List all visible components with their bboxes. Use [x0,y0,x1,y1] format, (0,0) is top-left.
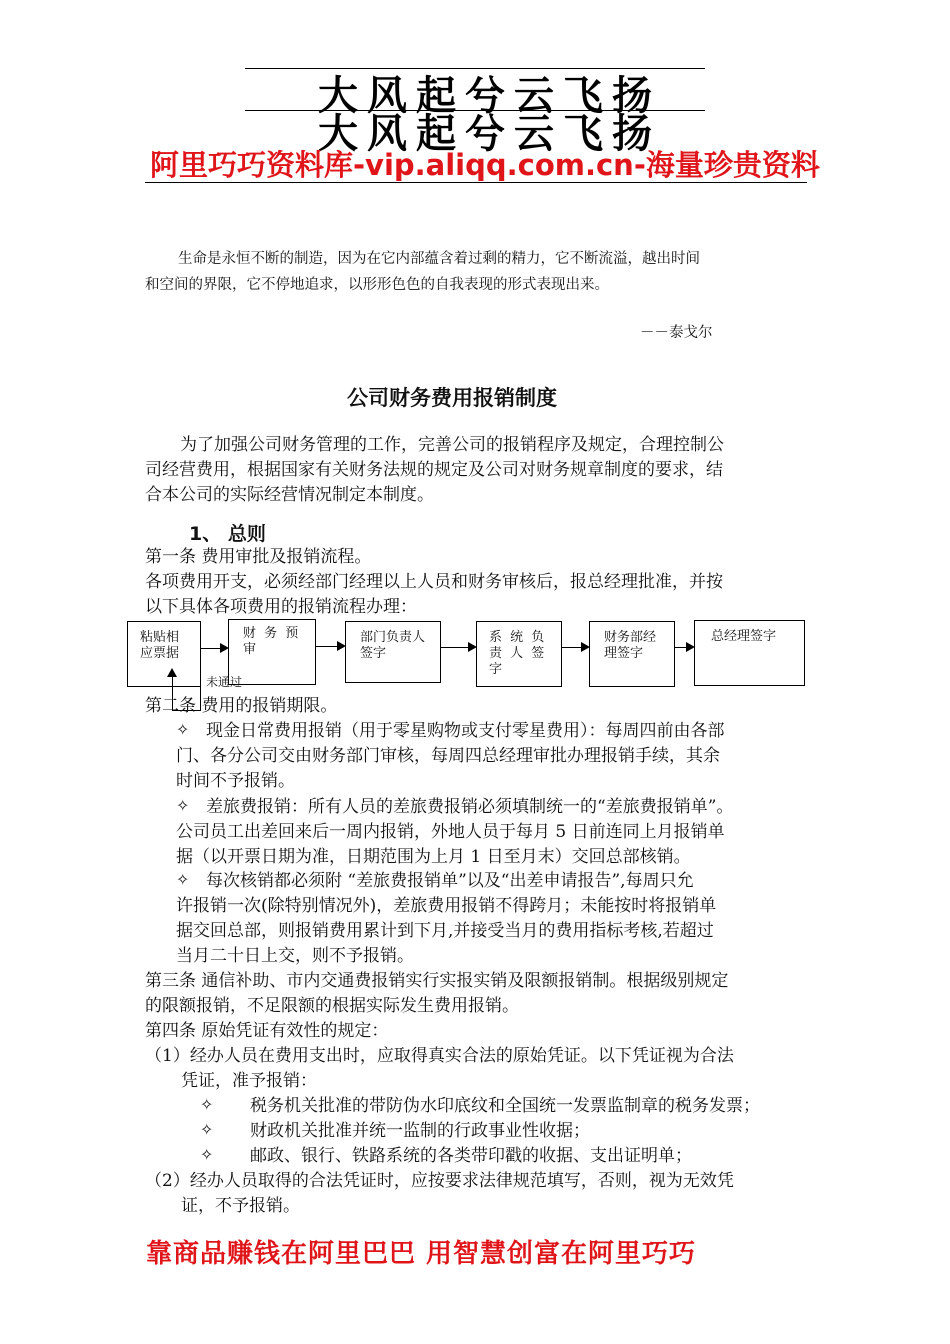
header-red-banner: 阿里巧巧资料库-vip.aliqq.com.cn-海量珍贵资料 [150,148,820,182]
flow-arrow-3 [441,647,475,648]
b3-line1: 每次核销都必须附 “差旅费报销单”以及“出差申请报告”,每周只允 [206,871,694,891]
a4-p1-line2: 凭证，准予报销： [181,1071,317,1091]
a4-p1-line1: （1）经办人员在费用支出时，应取得真实合法的原始凭证。以下凭证视为合法 [145,1046,734,1066]
bullet-icon: ✧ [176,720,190,739]
flow-box-dept-head-label: 部门负责人签字 [360,630,426,661]
flow-box-finance-manager [589,621,675,687]
a4-bullet3: 邮政、银行、铁路系统的各类带印戳的收据、支出证明单； [250,1146,692,1166]
article3-line2: 的限额报销，不足限额的根据实际发生费用报销。 [145,996,519,1016]
flow-box-paste-receipts [127,621,201,687]
flow-box-finance-manager-label: 财务部经理签字 [604,630,657,661]
bullet-icon: ✧ [200,1095,214,1114]
b3-line2: 许报销一次(除特别情况外)，差旅费用报销不得跨月；未能按时将报销单 [176,896,717,916]
header-rule-top [245,68,705,69]
article1-line1: 各项费用开支，必须经部门经理以上人员和财务审核后，报总经理批准，并按 [145,572,723,592]
intro-line3: 合本公司的实际经营情况制定本制度。 [145,485,434,505]
bullet-icon: ✧ [176,870,190,889]
b1-line2: 门、各分公司交由财务部门审核，每周四总经理审批办理报销手续，其余 [176,746,720,766]
flow-arrow-4 [562,647,588,648]
flow-box-paste-receipts-label: 粘贴相应票据 [140,630,180,661]
flow-box-system-head [476,621,562,687]
flow-reject-label: 未通过 [206,675,243,689]
bullet-icon: ✧ [200,1120,214,1139]
article1-title: 第一条 费用审批及报销流程。 [145,547,372,567]
quote-author: －－泰戈尔 [640,325,713,341]
article4-title: 第四条 原始凭证有效性的规定： [145,1021,389,1041]
b2-line1: 差旅费报销：所有人员的差旅费报销必须填制统一的“差旅费报销单”。 [206,797,734,817]
flow-arrow-5 [675,647,693,648]
document-title: 公司财务费用报销制度 [347,386,557,410]
a4-bullet1: 税务机关批准的带防伪水印底纹和全国统一发票监制章的税务发票； [250,1096,760,1116]
intro-line2: 司经营费用，根据国家有关财务法规的规定及公司对财务规章制度的要求，结 [145,460,723,480]
flow-arrow-1 [201,648,227,649]
b3-line4: 当月二十日上交，则不予报销。 [176,946,414,966]
article3-line1: 第三条 通信补助、市内交通费报销实行实报实销及限额报销制。根据级别规定 [145,971,729,991]
section1-heading: 1、 总则 [189,523,266,545]
b1-line3: 时间不予报销。 [176,771,295,791]
a4-bullet2: 财政机关批准并统一监制的行政事业性收据； [250,1121,590,1141]
flow-box-system-head-label: 系 统 负 责 人 签 字 [489,630,547,677]
quote-line2: 和空间的界限，它不停地追求，以形形色色的自我表现的形式表现出来。 [145,277,609,293]
b2-line2: 公司员工出差回来后一周内报销，外地人员于每月 5 日前连同上月报销单 [176,822,725,842]
header-calligraphy-line2: 大风起兮云飞扬 [318,110,661,157]
flow-box-finance-review-label: 财 务 预 审 [243,626,301,657]
flow-arrow-2 [316,646,344,647]
flow-box-general-manager [694,620,805,686]
header-rule-bottom [145,182,807,183]
flow-reject-arrowhead [167,668,177,677]
b2-line3: 据（以开票日期为准，日期范围为上月 1 日至月末）交回总部核销。 [176,847,691,867]
intro-line1: 为了加强公司财务管理的工作，完善公司的报销程序及规定，合理控制公 [180,435,724,455]
b1-line1: 现金日常费用报销（用于零星购物或支付零星费用）：每周四前由各部 [206,721,725,741]
flow-box-general-manager-label: 总经理签字 [711,629,777,644]
header-calligraphy-line1: 大风起兮云飞扬 [318,72,661,119]
article1-line2: 以下具体各项费用的报销流程办理： [145,597,417,617]
bullet-icon: ✧ [200,1145,214,1164]
a4-p2-line1: （2）经办人员取得的合法凭证时，应按要求法律规范填写，否则，视为无效凭 [145,1171,734,1191]
bullet-icon: ✧ [176,796,190,815]
flow-box-dept-head [345,621,441,683]
article2-title: 第二条 费用的报销期限。 [145,696,338,716]
a4-p2-line2: 证，不予报销。 [181,1196,300,1216]
quote-line1: 生命是永恒不断的制造，因为在它内部蕴含着过剩的精力，它不断流溢，越出时间 [178,251,700,267]
b3-line3: 据交回总部，则报销费用累计到下月,并接受当月的费用指标考核,若超过 [176,921,714,941]
footer-red-banner: 靠商品赚钱在阿里巴巴 用智慧创富在阿里巧巧 [146,1239,697,1269]
